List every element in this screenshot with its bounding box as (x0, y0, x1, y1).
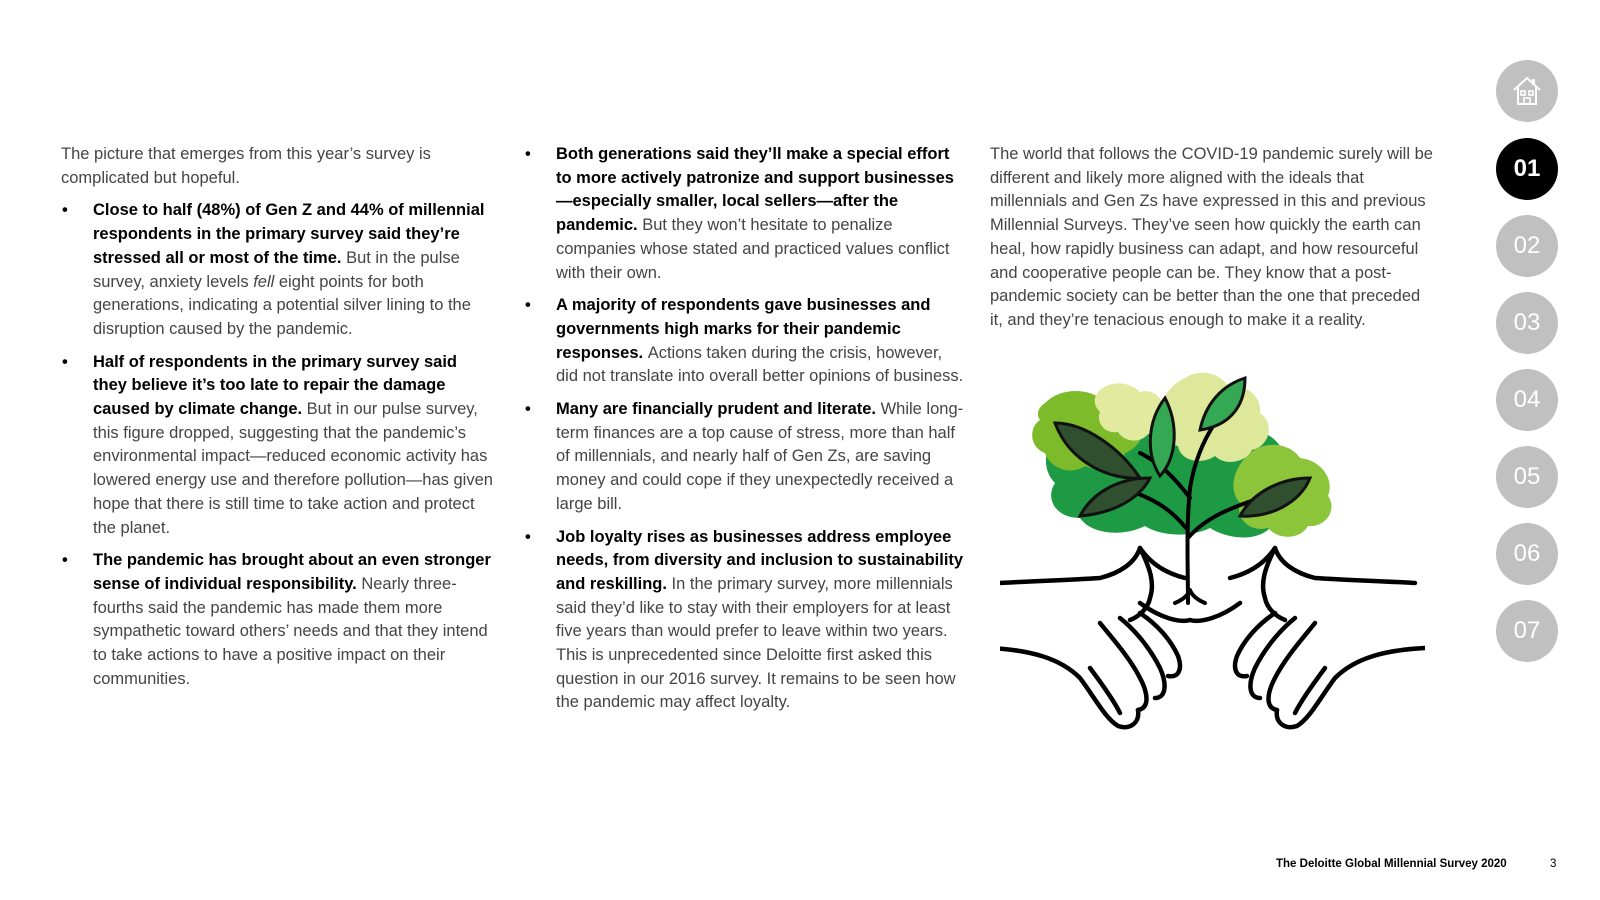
findings-list-2 (524, 143, 964, 715)
list-item (524, 398, 964, 517)
finding-bold: Half of respondents in the primary survey said they believe it’s too late to repair the damage caused by climate change. (93, 352, 458, 419)
finding-text: eight points for both generations, indicating a potential silver lining to the disruption caused by the pandemic. (93, 272, 471, 338)
home-nav-button[interactable] (1496, 60, 1558, 122)
finding-bold: Close to half (48%) of Gen Z and 44% of millennial respondents in the primary survey said they’re stressed all or most of the time. (93, 201, 485, 267)
footer-title: The Deloitte Global Millennial Survey 2020 (1276, 858, 1507, 870)
list-item (524, 143, 964, 285)
finding-bold: A majority of respondents gave businesses and governments high marks for their pandemic responses. (556, 296, 931, 362)
section-nav-03[interactable]: 03 (1496, 292, 1558, 354)
finding-text: While long-term finances are a top cause of stress, more than half of millennials, and nearly half of Gen Zs, are saving money and could cope if they unexpectedly received a large bill. (556, 400, 964, 513)
section-nav-04[interactable]: 04 (1496, 369, 1558, 431)
finding-bold: Job loyalty rises as businesses address employee needs, from diversity and inclusion to sustainability and reskilling. (556, 527, 964, 593)
finding-bold: Both generations said they’ll make a special effort to more actively patronize and support businesses—especially smaller, local sellers—after the pandemic. (556, 145, 954, 235)
finding-text: Nearly three-fourths said the pandemic has made them more sympathetic toward others’ needs and that they intend to take actions to have a positive impact on their communities. (93, 574, 488, 688)
left-column (61, 143, 493, 691)
hands-holding-tree-icon (1000, 368, 1425, 748)
section-nav-05[interactable]: 05 (1496, 446, 1558, 508)
finding-bold: The pandemic has brought about an even stronger sense of individual responsibility. (93, 551, 491, 593)
list-item (61, 199, 493, 341)
list-item (524, 526, 964, 716)
section-nav-07[interactable]: 07 (1496, 600, 1558, 662)
right-column (990, 143, 1435, 333)
list-item (61, 549, 493, 691)
finding-text: In the primary survey, more millennials said they’d like to stay with their employers for at least five years than would prefer to leave within two years. This is unprecedented since Deloitte first asked this question in our 2016 survey. It remains to be seen how the pandemic may affect loyalty. (556, 574, 956, 712)
section-nav-06[interactable]: 06 (1496, 523, 1558, 585)
finding-text: Actions taken during the crisis, however, did not translate into overall better opinions of business. (556, 343, 964, 386)
list-item (61, 351, 493, 541)
list-item (524, 294, 964, 389)
intro-paragraph: The picture that emerges from this year’s survey is complicated but hopeful. (61, 145, 431, 187)
middle-column (524, 143, 964, 715)
section-nav-02[interactable]: 02 (1496, 215, 1558, 277)
finding-bold: Many are financially prudent and literate. (556, 400, 881, 419)
finding-emphasis: fell (253, 272, 275, 291)
home-icon (1510, 74, 1544, 108)
conclusion-paragraph: The world that follows the COVID-19 pandemic surely will be different and likely more aligned with the ideals that millennials and Gen Zs have expressed in this and previous Millennial Surveys. They’ve seen how quickly the earth can heal, how rapidly business can adapt, and how resourceful and cooperative people can be. They know that a post-pandemic society can be better than the one that preceded it, and they’re tenacious enough to make it a reality. (990, 145, 1433, 329)
finding-text: But in our pulse survey, this figure dropped, suggesting that the pandemic’s environmental impact—reduced economic activity has lowered energy use and therefore pollution—has given hope that there is still time to take action and protect the planet. (93, 400, 493, 537)
hands (1000, 548, 1425, 727)
section-nav-01[interactable]: 01 (1496, 138, 1558, 200)
findings-list-1 (61, 199, 493, 691)
finding-text: But they won’t hesitate to penalize companies whose stated and practiced values conflict with their own. (556, 216, 950, 282)
page-number: 3 (1550, 858, 1557, 870)
finding-text: But in the pulse survey, anxiety levels (93, 248, 460, 291)
